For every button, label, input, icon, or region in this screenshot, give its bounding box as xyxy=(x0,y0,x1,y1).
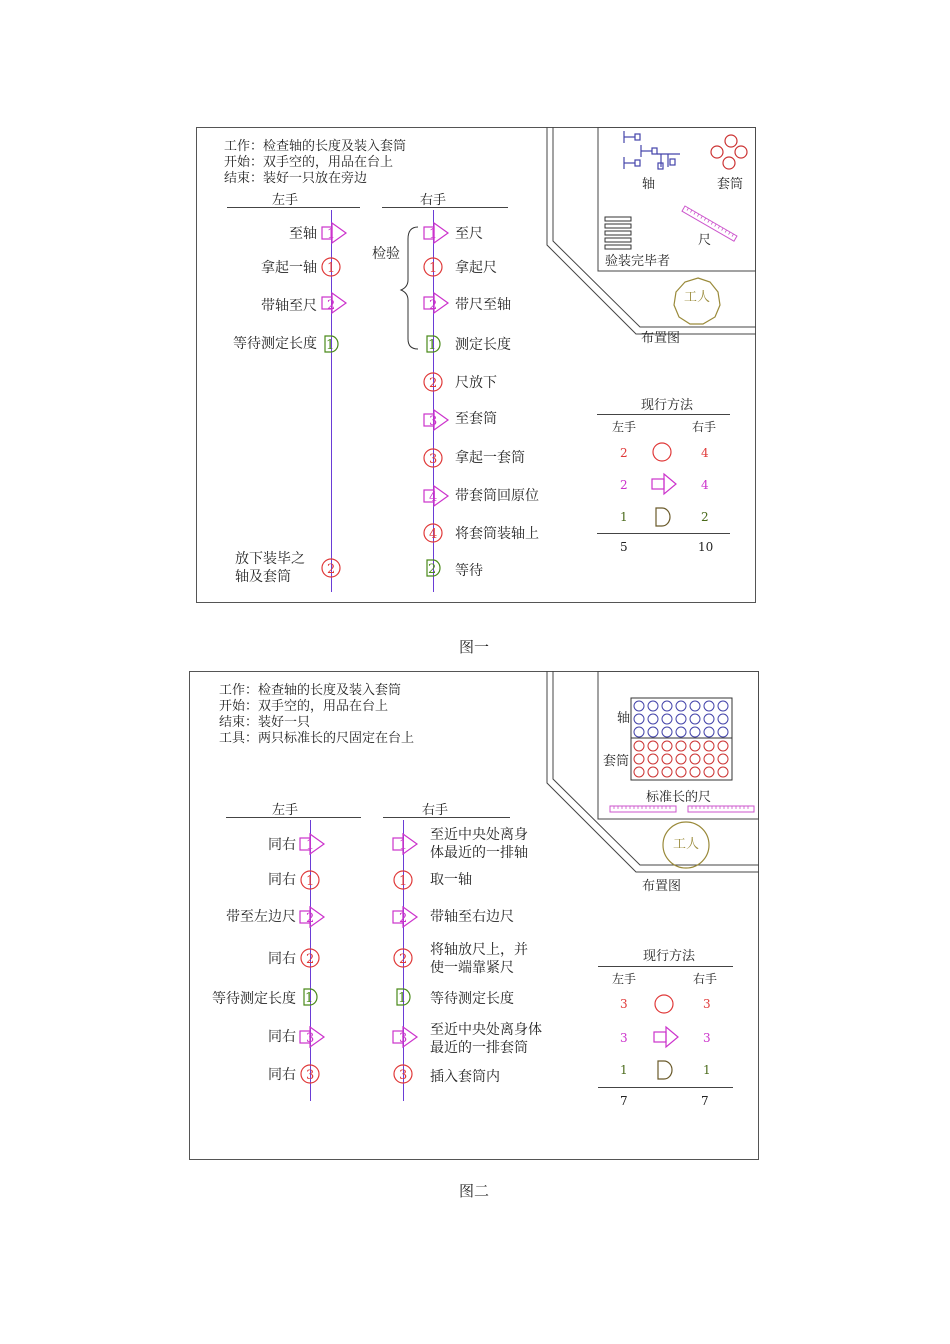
svg-text:4: 4 xyxy=(429,527,438,542)
fig1-right-symbols xyxy=(402,215,462,595)
fig2-left-step-7: 同右 xyxy=(268,1067,296,1083)
fig2-left-step-4: 同右 xyxy=(268,951,296,967)
fig2-layout-worker-label: 工人 xyxy=(673,837,700,852)
fig1-header-work: 工作：检查轴的长度及装入套筒 xyxy=(224,139,407,154)
fig1-method-total-left: 5 xyxy=(620,540,628,554)
fig1-header-start: 开始：双手空的，用品在台上 xyxy=(224,155,394,170)
svg-text:2: 2 xyxy=(399,952,408,967)
sleeve-circle xyxy=(648,767,658,777)
fig1-right-step-5: 尺放下 xyxy=(455,375,497,391)
fig2-method-row3-left: 1 xyxy=(620,1063,628,1077)
svg-text:4: 4 xyxy=(429,490,438,505)
svg-text:3: 3 xyxy=(429,414,438,429)
fig1-left-step-5b: 轴及套筒 xyxy=(235,569,291,585)
fig1-layout-title: 布置图 xyxy=(641,331,681,346)
sleeve-circle xyxy=(676,741,686,751)
fig1-method-row2-left: 2 xyxy=(620,478,628,492)
fig1-left-step-5a: 放下装毕之 xyxy=(235,551,305,567)
fig2-layout-title: 布置图 xyxy=(642,879,682,894)
svg-text:2: 2 xyxy=(429,376,438,391)
svg-text:1: 1 xyxy=(398,991,407,1006)
sleeve-circle xyxy=(662,767,672,777)
sleeve-circle xyxy=(690,767,700,777)
fig2-method-row1-left: 3 xyxy=(620,997,628,1011)
fig2-right-step-2: 取一轴 xyxy=(430,872,472,888)
shaft-circle xyxy=(704,701,714,711)
svg-text:1: 1 xyxy=(428,338,437,353)
svg-text:1: 1 xyxy=(399,874,408,889)
fig2-right-step-4a: 将轴放尺上，并 xyxy=(430,942,528,958)
fig1-inspect-label: 检验 xyxy=(372,246,400,262)
fig2-method-left-head: 左手 xyxy=(612,972,637,986)
fig2-right-step-1a: 至近中央处离身 xyxy=(430,827,528,843)
sleeve-circle xyxy=(676,767,686,777)
step-num: 1 xyxy=(327,227,336,242)
fig2-right-step-6a: 至近中央处离身体 xyxy=(430,1022,542,1038)
sleeve-circle xyxy=(662,754,672,764)
step-num: 2 xyxy=(327,298,336,313)
fig2-method-row2-right: 3 xyxy=(703,1031,711,1045)
shaft-circle xyxy=(704,714,714,724)
sleeve-circle xyxy=(648,754,658,764)
fig2-right-step-7: 插入套筒内 xyxy=(430,1069,500,1085)
fig2-method-row1-right: 3 xyxy=(703,997,711,1011)
shaft-circle xyxy=(690,727,700,737)
svg-text:1: 1 xyxy=(306,874,315,889)
sleeve-grid-icon xyxy=(634,741,728,777)
fig1-layout-worker-label: 工人 xyxy=(684,290,711,305)
fig2-right-step-1b: 体最近的一排轴 xyxy=(430,845,528,861)
sleeve-circle xyxy=(704,754,714,764)
fig2-header-tool: 工具：两只标准长的尺固定在台上 xyxy=(219,731,415,746)
fig1-layout-finished-label: 验装完毕者 xyxy=(605,254,671,269)
fig2-left-step-5: 等待测定长度 xyxy=(212,991,296,1007)
shaft-circle xyxy=(662,727,672,737)
fig1-method-row3-left: 1 xyxy=(620,510,628,524)
fig1-right-step-6: 至套筒 xyxy=(455,411,497,427)
fig1-method-right-head: 右手 xyxy=(692,420,717,434)
sleeve-circle xyxy=(648,741,658,751)
fig2-left-step-1: 同右 xyxy=(268,837,296,853)
svg-text:3: 3 xyxy=(306,1068,315,1083)
fig1-right-heading-rule xyxy=(382,207,508,208)
fig2-method-total-left: 7 xyxy=(620,1094,628,1108)
fig2-layout-shaft-label: 轴 xyxy=(617,711,631,726)
svg-text:3: 3 xyxy=(399,1031,408,1046)
shaft-circle xyxy=(690,701,700,711)
fig1-layout-diagram xyxy=(540,127,756,347)
svg-text:3: 3 xyxy=(429,452,438,467)
svg-text:2: 2 xyxy=(429,298,438,313)
fig2-method-total-right: 7 xyxy=(701,1094,709,1108)
fig2-header-end: 结束：装好一只 xyxy=(219,715,311,730)
sleeve-circle xyxy=(704,767,714,777)
fig2-left-step-6: 同右 xyxy=(268,1029,296,1045)
fig1-layout-sleeve-label: 套筒 xyxy=(717,177,744,192)
fig1-left-step-3: 带轴至尺 xyxy=(261,298,317,314)
fig1-right-step-1: 至尺 xyxy=(455,226,483,242)
shaft-circle xyxy=(662,701,672,711)
fig1-right-hand-heading: 右手 xyxy=(419,193,446,208)
svg-text:1: 1 xyxy=(429,261,438,276)
fig1-left-step-4: 等待测定长度 xyxy=(233,336,317,352)
shaft-circle xyxy=(648,727,658,737)
fig1-right-step-7: 拿起一套筒 xyxy=(455,450,525,466)
fig1-left-symbols xyxy=(300,215,370,595)
operation-icon xyxy=(653,443,671,461)
fig2-method-title: 现行方法 xyxy=(643,949,696,964)
fig2-layout-diagram xyxy=(540,671,759,881)
fig2-layout-sleeve-label: 套筒 xyxy=(603,754,630,769)
fig1-left-step-2: 拿起一轴 xyxy=(261,260,317,276)
sleeve-circle xyxy=(704,741,714,751)
fig1-left-heading-rule xyxy=(227,207,360,208)
svg-text:1: 1 xyxy=(399,838,408,853)
parts-tray xyxy=(631,698,732,780)
fig1-method-left-head: 左手 xyxy=(612,420,637,434)
step-num: 1 xyxy=(327,261,336,276)
fig1-method-top-rule xyxy=(597,414,730,415)
sleeve-circle xyxy=(634,754,644,764)
fig1-header-end: 结束：装好一只放在旁边 xyxy=(224,171,368,186)
fig1-method-row1-left: 2 xyxy=(620,446,628,460)
fig2-left-step-2: 同右 xyxy=(268,872,296,888)
svg-text:2: 2 xyxy=(399,911,408,926)
shaft-circle xyxy=(704,727,714,737)
fig2-left-symbols xyxy=(280,826,340,1096)
fig2-method-right-head: 右手 xyxy=(693,972,718,986)
sleeve-circle xyxy=(690,741,700,751)
shaft-circle xyxy=(634,701,644,711)
shaft-circle xyxy=(676,714,686,724)
operation-icon xyxy=(655,995,673,1013)
delay-icon xyxy=(658,1061,672,1079)
fig2-caption: 图二 xyxy=(459,1182,490,1200)
shaft-circle xyxy=(676,727,686,737)
fig1-right-step-4: 测定长度 xyxy=(455,337,511,353)
fig2-right-step-5: 等待测定长度 xyxy=(430,991,514,1007)
fig1-layout-shaft-label: 轴 xyxy=(642,177,656,192)
shaft-circle xyxy=(718,727,728,737)
sleeve-circle xyxy=(690,754,700,764)
fig1-right-step-10: 等待 xyxy=(455,563,483,579)
svg-text:3: 3 xyxy=(399,1068,408,1083)
shaft-circle xyxy=(676,701,686,711)
fig1-method-title: 现行方法 xyxy=(641,398,694,413)
shaft-icon xyxy=(624,131,680,169)
fig2-layout-ruler-label: 标准长的尺 xyxy=(646,790,712,805)
fig2-method-row2-left: 3 xyxy=(620,1031,628,1045)
fig2-right-step-6b: 最近的一排套筒 xyxy=(430,1040,528,1056)
shaft-circle xyxy=(634,727,644,737)
shaft-circle xyxy=(718,701,728,711)
step-num: 2 xyxy=(327,562,336,577)
fig2-header-work: 工作：检查轴的长度及装入套筒 xyxy=(219,683,402,698)
fig2-method-bottom-rule xyxy=(598,1087,733,1088)
sleeve-icon xyxy=(711,135,747,169)
shaft-circle xyxy=(718,714,728,724)
finished-stack-icon xyxy=(605,217,631,249)
fig2-right-heading-rule xyxy=(383,817,510,818)
fig1-right-step-3: 带尺至轴 xyxy=(455,297,511,313)
fig1-left-hand-heading: 左手 xyxy=(271,193,298,208)
fig1-right-step-2: 拿起尺 xyxy=(455,260,497,276)
sleeve-circle xyxy=(662,741,672,751)
step-num: 1 xyxy=(326,338,335,353)
fig2-left-hand-heading: 左手 xyxy=(271,803,298,818)
fig1-right-step-8: 带套筒回原位 xyxy=(455,488,539,504)
sleeve-circle xyxy=(676,754,686,764)
sleeve-circle xyxy=(634,767,644,777)
fig2-left-step-3: 带至左边尺 xyxy=(226,909,296,925)
sleeve-circle xyxy=(718,741,728,751)
fig1-method-row2-right: 4 xyxy=(701,478,709,492)
sleeve-circle xyxy=(718,767,728,777)
fig2-right-step-4b: 使一端靠紧尺 xyxy=(430,960,514,976)
fig2-method-row3-right: 1 xyxy=(703,1063,711,1077)
fig2-header-start: 开始：双手空的，用品在台上 xyxy=(219,699,389,714)
fig1-left-step-1: 至轴 xyxy=(289,226,317,242)
fig1-layout-ruler-label: 尺 xyxy=(698,233,712,248)
shaft-circle xyxy=(648,701,658,711)
svg-text:1: 1 xyxy=(429,227,438,242)
transport-icon xyxy=(654,1027,678,1047)
fig2-method-symbols xyxy=(650,991,684,1083)
fig2-right-hand-heading: 右手 xyxy=(421,803,448,818)
fig1-method-row3-right: 2 xyxy=(701,510,709,524)
shaft-circle xyxy=(690,714,700,724)
svg-text:2: 2 xyxy=(306,911,315,926)
fig2-right-symbols xyxy=(373,826,433,1096)
shaft-circle xyxy=(648,714,658,724)
fig1-method-row1-right: 4 xyxy=(701,446,709,460)
svg-text:1: 1 xyxy=(306,838,315,853)
svg-text:3: 3 xyxy=(306,1031,315,1046)
fig1-method-symbols xyxy=(648,440,682,530)
delay-icon xyxy=(656,508,670,526)
svg-text:2: 2 xyxy=(428,562,437,577)
fig1-method-total-right: 10 xyxy=(698,540,714,554)
shaft-circle xyxy=(634,714,644,724)
fig2-method-top-rule xyxy=(598,966,733,967)
svg-text:1: 1 xyxy=(305,991,314,1006)
fig2-right-step-3: 带轴至右边尺 xyxy=(430,909,514,925)
fig1-caption: 图一 xyxy=(459,638,490,656)
svg-text:2: 2 xyxy=(306,952,315,967)
fig1-method-bottom-rule xyxy=(597,533,730,534)
sleeve-circle xyxy=(718,754,728,764)
shaft-circle xyxy=(662,714,672,724)
shaft-grid-icon xyxy=(634,701,728,737)
transport-icon xyxy=(652,474,676,494)
fig2-left-heading-rule xyxy=(226,817,361,818)
fig1-right-step-9: 将套筒装轴上 xyxy=(455,526,539,542)
sleeve-circle xyxy=(634,741,644,751)
